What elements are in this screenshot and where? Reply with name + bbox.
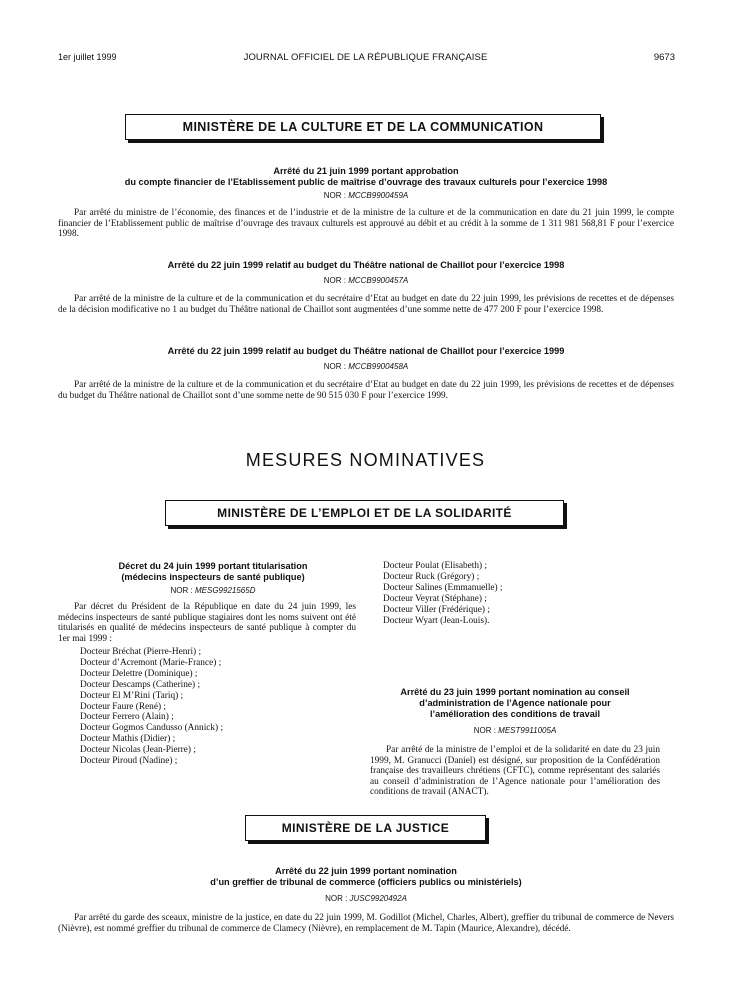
decree-title-line: Arrêté du 21 juin 1999 portant approbation bbox=[273, 166, 459, 176]
page-number: 9673 bbox=[653, 52, 675, 63]
doctor-entry: Docteur Viller (Frédérique) ; bbox=[383, 604, 490, 615]
doctor-entry: Docteur Bréchat (Pierre-Henri) ; bbox=[80, 647, 202, 657]
decree-title-line: Décret du 24 juin 1999 portant titularisation bbox=[118, 561, 308, 571]
ministry-heading-culture: MINISTÈRE DE LA CULTURE ET DE LA COMMUNICATION bbox=[125, 114, 601, 140]
decree-body: Par arrêté de la ministre de la culture et de la communication et du secrétaire d’Etat au budget en date du 22 juin 1999, les prévisions de recettes et de dépenses de la décision modificative no 1 au budget du Théâtre national de Chaillot sont augmentées d’une somme nette de 477 200 F pour l’exercice 1998. bbox=[58, 294, 674, 315]
decree-title bbox=[370, 687, 660, 720]
nor-label: NOR : bbox=[323, 191, 346, 200]
doctor-entry: Docteur Ferrero (Alain) ; bbox=[80, 712, 174, 723]
decree-title: Arrêté du 22 juin 1999 relatif au budget du Théâtre national de Chaillot pour l’exercice 1999 bbox=[167, 346, 565, 356]
decree-title-line: (médecins inspecteurs de santé publique) bbox=[121, 572, 305, 582]
decree-body: Par arrêté de la ministre de la culture et de la communication et du secrétaire d’Etat au budget en date du 22 juin 1999, les prévisions de recettes et de dépenses du budget du Théâtre national de Chaillot sont d’une somme nette de 90 515 030 F pour l’exercice 1999. bbox=[58, 380, 674, 401]
doctor-entry: Docteur Nicolas (Jean-Pierre) ; bbox=[80, 745, 196, 756]
decree-title-line: Arrêté du 22 juin 1999 portant nomination bbox=[275, 866, 457, 876]
nor-label: NOR : bbox=[170, 586, 193, 595]
nor-reference bbox=[60, 276, 672, 285]
nor-label: NOR : bbox=[473, 726, 496, 735]
doctor-entry: Docteur El M’Rini (Tariq) ; bbox=[80, 690, 184, 701]
nor-code: MESG9921565D bbox=[194, 586, 256, 595]
doctor-entry: Docteur Ruck (Grégory) ; bbox=[383, 571, 480, 582]
decree-title: Arrêté du 22 juin 1999 relatif au budget du Théâtre national de Chaillot pour l’exercice 1998 bbox=[167, 260, 565, 270]
doctor-list bbox=[383, 561, 503, 626]
nor-reference bbox=[370, 726, 660, 735]
decree-title bbox=[60, 866, 672, 888]
nor-code: JUSC9920492A bbox=[349, 894, 407, 903]
decree-body: Par arrêté du garde des sceaux, ministre de la justice, en date du 22 juin 1999, M. Godillot (Michel, Charles, Albert), greffier du tribunal de commerce de Nevers (Nièvre), est nommé greffier du tribunal de commerce de Clamecy (Nièvre), en remplacement de M. Tapin (Maurice, Alexandre), décédé. bbox=[58, 913, 674, 934]
decree-title-line: d’un greffier de tribunal de commerce (officiers publics ou ministériels) bbox=[210, 877, 522, 887]
nor-code: MCCB9900459A bbox=[348, 191, 409, 200]
nor-code: MCCB9900457A bbox=[348, 276, 409, 285]
decree-body: Par arrêté du ministre de l’économie, des finances et de l’industrie et de la ministre de la culture et de la communication en date du 21 juin 1999, le compte financier de l’Etablissement public de maîtrise d’ouvrage des travaux culturels est approuvé au débit et au crédit à la somme de 1 311 981 568,81 F pour l’exercice 1998. bbox=[58, 208, 674, 240]
nor-reference bbox=[60, 191, 672, 200]
doctor-entry: Docteur Piroud (Nadine) ; bbox=[80, 756, 178, 767]
ministry-heading-emploi: MINISTÈRE DE L’EMPLOI ET DE LA SOLIDARITÉ bbox=[165, 500, 564, 526]
doctor-entry: Docteur Delettre (Dominique) ; bbox=[80, 668, 198, 679]
decree-title-line: Arrêté du 23 juin 1999 portant nomination au conseil bbox=[400, 687, 630, 697]
decree-title bbox=[58, 561, 368, 583]
decree-title-line: d’administration de l’Agence nationale pour bbox=[419, 698, 611, 708]
doctor-entry: Docteur Poulat (Elisabeth) ; bbox=[383, 561, 488, 571]
nor-reference bbox=[60, 894, 672, 903]
doctor-entry: Docteur Veyrat (Stéphane) ; bbox=[383, 593, 487, 604]
decree-body: Par arrêté de la ministre de l’emploi et de la solidarité en date du 23 juin 1999, M. Granucci (Daniel) est désigné, sur proposition de la Confédération française des travailleurs chrétiens (CFTC), comme représentant des salariés au conseil d’administration de l’Agence nationale pour l’amélioration des conditions de travail (ANACT). bbox=[370, 745, 660, 798]
nor-label: NOR : bbox=[323, 276, 346, 285]
decree-title bbox=[60, 166, 672, 188]
nor-label: NOR : bbox=[325, 894, 348, 903]
decree-body: Par décret du Président de la République en date du 24 juin 1999, les médecins inspecteurs de santé publique stagiaires dont les noms suivent ont été titularisés en qualité de médecins inspecteurs de santé publique à compter du 1er mai 1999 : bbox=[58, 602, 356, 644]
nor-reference bbox=[58, 586, 368, 595]
decree-title-line: du compte financier de l’Etablissement public de maîtrise d’ouvrage des travaux culturels pour l’exercice 1998 bbox=[124, 177, 608, 187]
journal-title: JOURNAL OFFICIEL DE LA RÉPUBLIQUE FRANÇAISE bbox=[243, 52, 488, 63]
doctor-list bbox=[80, 647, 223, 767]
doctor-entry: Docteur d’Acremont (Marie-France) ; bbox=[80, 657, 222, 668]
doctor-entry: Docteur Faure (René) ; bbox=[80, 701, 166, 712]
nor-reference bbox=[60, 362, 672, 371]
doctor-entry: Docteur Wyart (Jean-Louis). bbox=[383, 615, 490, 626]
doctor-entry: Docteur Descamps (Catherine) ; bbox=[80, 679, 201, 690]
nor-code: MEST9911005A bbox=[498, 726, 557, 735]
nor-label: NOR : bbox=[323, 362, 346, 371]
section-heading: MESURES NOMINATIVES bbox=[245, 450, 486, 470]
doctor-entry: Docteur Gogmos Candusso (Annick) ; bbox=[80, 723, 224, 734]
doctor-entry: Docteur Salines (Emmanuelle) ; bbox=[383, 582, 503, 593]
header-date: 1er juillet 1999 bbox=[58, 52, 117, 62]
ministry-heading-justice: MINISTÈRE DE LA JUSTICE bbox=[245, 815, 486, 841]
doctor-entry: Docteur Mathis (Didier) ; bbox=[80, 734, 176, 745]
decree-title-line: l’amélioration des conditions de travail bbox=[429, 709, 600, 719]
nor-code: MCCB9900458A bbox=[348, 362, 409, 371]
